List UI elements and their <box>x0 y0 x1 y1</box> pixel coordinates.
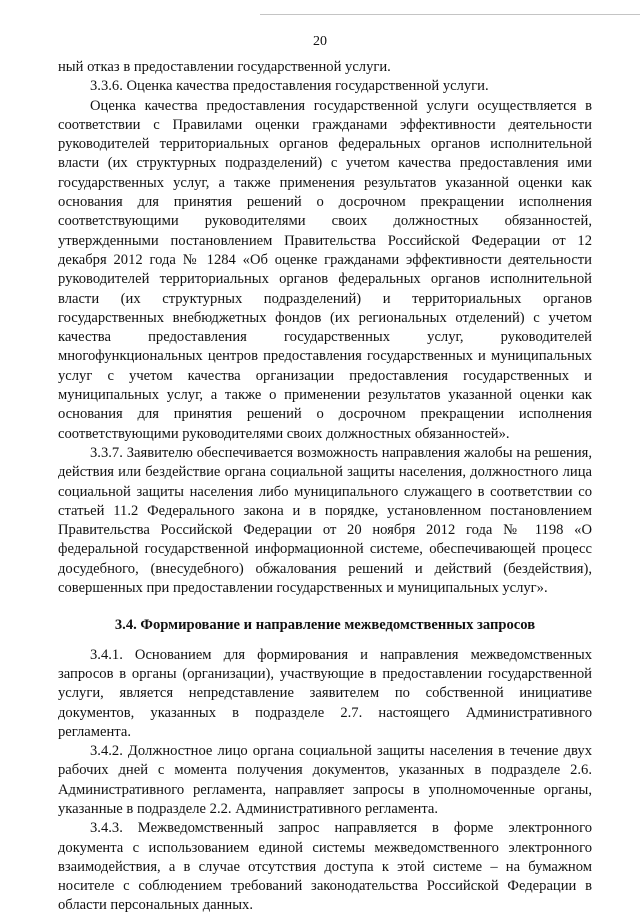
paragraph-3-4-2: 3.4.2. Должностное лицо органа социальной защиты населения в течение двух рабочих дней с момента получения документов, указанных в подразделе 2.6. Административного регламента, направляет запросы в уполномоченные органы, указанные в подразделе 2.2. Административного регламента. <box>58 743 592 817</box>
top-rule <box>260 14 640 15</box>
page-number: 20 <box>313 34 327 49</box>
paragraph-3-3-7: 3.3.7. Заявителю обеспечивается возможность направления жалобы на решения, действия или бездействие органа социальной защиты населения, должностного лица социальной защиты населения либо муниципального служащего в соответствии со статьей 11.2 Федерального закона и в порядке, установленном постановлением Правительства Российской Федерации от 20 ноября 2012 года № 1198 «О федеральной государственной информационной системе, обеспечивающей процесс досудебного, (внесудебного) обжалования решений и действий (бездействия), совершенных при предоставлении государственных и муниципальных услуг». <box>58 444 592 597</box>
paragraph-continuation: ный отказ в предоставлении государственной услуги. <box>58 59 391 75</box>
paragraph-3-3-6-heading: 3.3.6. Оценка качества предоставления государственной услуги. <box>90 78 489 95</box>
section-title-3-4: 3.4. Формирование и направление межведомственных запросов <box>114 617 536 634</box>
document-body <box>58 58 592 916</box>
paragraph-3-4-3: 3.4.3. Межведомственный запрос направляется в форме электронного документа с использованием единой системы межведомственного электронного взаимодействия, а в случае отсутствия доступа к этой системе – на бумажном носителе с соблюдением требований законодательства Российской Федерации в области персональных данных. <box>58 820 592 914</box>
paragraph-quality-assessment: Оценка качества предоставления государственной услуги осуществляется в соответствии с Правилами оценки гражданами эффективности деятельности руководителей территориальных органов федеральных органов исполнительной власти (их структурных подразделений) с учетом качества предоставления ими государственных услуг, а также применения результатов указанной оценки как основания для принятия решений о досрочном прекращении исполнения соответствующими руководителями своих должностных обязанностей, утвержденными постановлением Правительства Российской Федерации от 12 декабря 2012 года № 1284 «Об оценке гражданами эффективности деятельности руководителей территориальных органов федеральных органов исполнительной власти (их структурных подразделений) и территориальных органов государственных внебюджетных фондов (их региональных отделений) с учетом качества предоставления государственных услуг, руководителей многофункциональных центров предоставления государственных и муниципальных услуг с учетом качества организации предоставления государственных и муниципальных услуг, а также о применении результатов указанной оценки как основания для принятия решений о досрочном прекращении исполнения соответствующими руководителями своих должностных обязанностей». <box>58 97 592 442</box>
paragraph-3-4-1: 3.4.1. Основанием для формирования и направления межведомственных запросов в органы (организации), участвующие в предоставлении государственной услуги, является непредставление заявителем по собственной инициативе документов, указанных в подразделе 2.7. настоящего Административного регламента. <box>58 646 592 740</box>
